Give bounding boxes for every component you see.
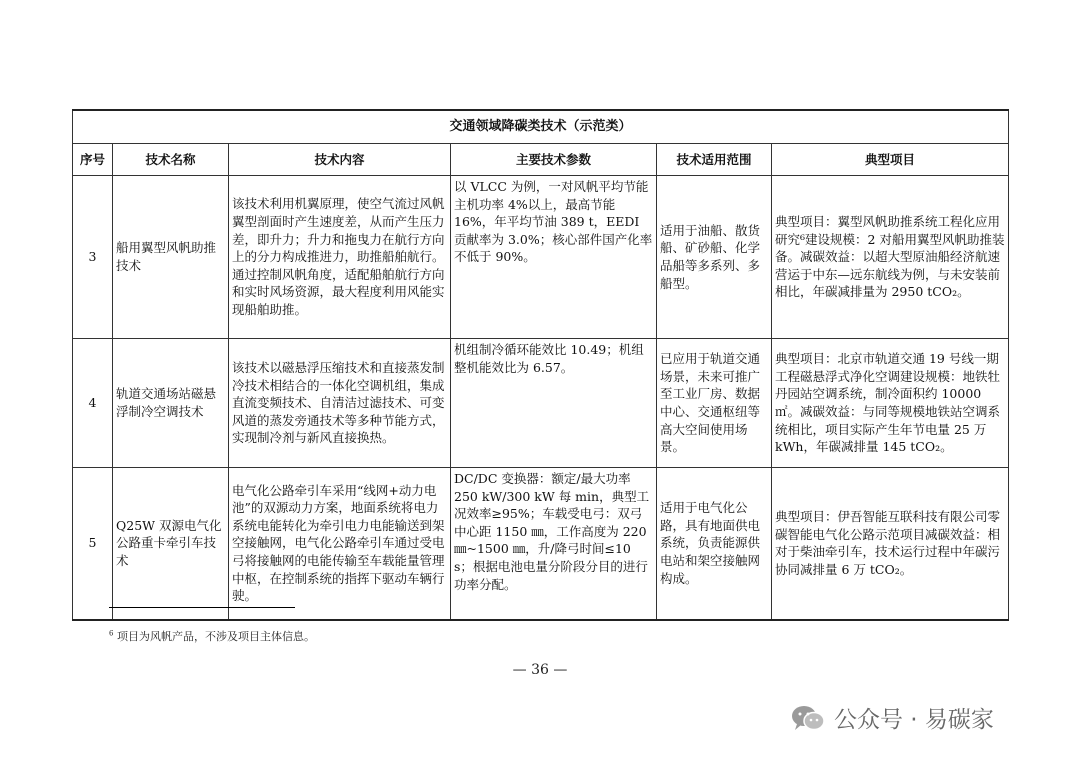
header-name: 技术名称 [113,144,229,176]
table-title: 交通领域降碳类技术（示范类） [73,110,1009,144]
row-content: 该技术以磁悬浮压缩技术和直接蒸发制冷技术相结合的一体化空调机组，集成直流变频技术、自清洁过滤技术、可变风道的蒸发旁通技术等多种节能方式，实现制冷剂与新风直接换热。 [229,339,451,468]
row-seq: 3 [73,176,113,339]
row-scope: 适用于油船、散货船、矿砂船、化学品船等多系列、多船型。 [657,176,772,339]
row-tech-name: 轨道交通场站磁悬浮制冷空调技术 [113,339,229,468]
header-content: 技术内容 [229,144,451,176]
table-header-row [73,144,1009,176]
row-content: 该技术利用机翼原理，使空气流过风帆翼型剖面时产生速度差，从而产生压力差，即升力；升力和拖曳力在航行方向上的分力构成推进力，助推船舶航行。通过控制风帆角度，适配船舶航行方向和实时风场资源，最大程度利用风能实现船舶助推。 [229,176,451,339]
footnote-text: 项目为风帆产品，不涉及项目主体信息。 [116,630,315,643]
watermark [790,701,994,734]
header-params: 主要技术参数 [451,144,657,176]
footnote-divider [109,607,295,608]
table-title-row [73,110,1009,144]
page-number: — 36 — [512,662,568,678]
watermark-text: 公众号 · 易碳家 [834,707,994,733]
row-tech-name: 船用翼型风帆助推技术 [113,176,229,339]
header-scope: 技术适用范围 [657,144,772,176]
row-params: 以 VLCC 为例，一对风帆平均节能主机功率 4%以上，最高节能 16%，年平均节油 389 t，EEDI 贡献率为 3.0%；核心部件国产化率不低于 90%。 [451,176,657,339]
row-project: 典型项目：翼型风帆助推系统工程化应用研究⁶建设规模：2 对船用翼型风帆助推装备。减碳效益：以超大型原油船经济航速营运于中东—远东航线为例，与未安装前相比，年碳减排量为 2950 tCO₂。 [772,176,1009,339]
table-row [73,468,1009,620]
table-row [73,339,1009,468]
row-scope: 已应用于轨道交通场景，未来可推广至工业厂房、数据中心、交通枢纽等高大空间使用场景。 [657,339,772,468]
tech-table [72,109,1009,621]
wechat-icon [790,704,826,732]
header-project: 典型项目 [772,144,1009,176]
row-tech-name: Q25W 双源电气化公路重卡牵引车技术 [113,468,229,620]
header-seq: 序号 [73,144,113,176]
row-params: 机组制冷循环能效比 10.49；机组整机能效比为 6.57。 [451,339,657,468]
row-content: 电气化公路牵引车采用“线网+动力电池”的双源动力方案，地面系统将电力系统电能转化为牵引电力电能输送到架空接触网，电气化公路牵引车通过受电弓将接触网的电能传输至车载能量管理中枢，在控制系统的指挥下驱动车辆行驶。 [229,468,451,620]
footnote [109,628,315,644]
table-row [73,176,1009,339]
row-project: 典型项目：伊吾智能互联科技有限公司零碳智能电气化公路示范项目减碳效益：相对于柴油牵引车，技术运行过程中年碳污协同减排量 6 万 tCO₂。 [772,468,1009,620]
row-seq: 4 [73,339,113,468]
footnote-marker: 6 [109,629,114,638]
row-params: DC/DC 变换器：额定/最大功率 250 kW/300 kW 每 min，典型工况效率≥95%；车载受电弓：双弓中心距 1150 ㎜，工作高度为 220 ㎜~1500 ㎜，升/降弓时间≤10 s；根据电池电量分阶段分目的进行功率分配。 [451,468,657,620]
row-project: 典型项目：北京市轨道交通 19 号线一期工程磁悬浮式净化空调建设规模：地铁牡丹园站空调系统，制冷面积约 10000 ㎡。减碳效益：与同等规模地铁站空调系统相比，项目实际产生年节电量 25 万 kWh，年碳减排量 145 tCO₂。 [772,339,1009,468]
row-seq: 5 [73,468,113,620]
row-scope: 适用于电气化公路，具有地面供电系统，负责能源供电站和架空接触网构成。 [657,468,772,620]
